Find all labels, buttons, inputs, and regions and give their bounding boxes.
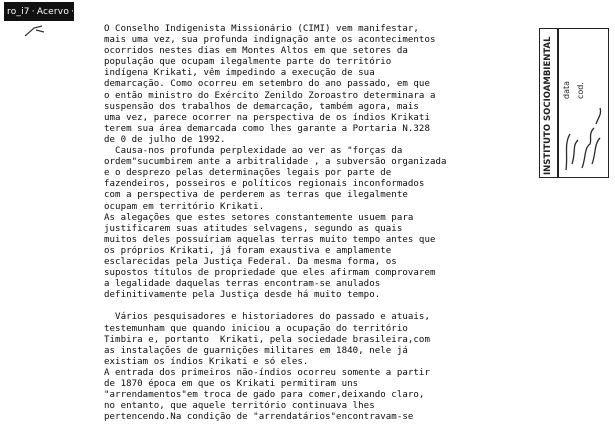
- body-text-line: indígena Krikati, vêm impedindo a execução de sua: [104, 68, 375, 79]
- body-text-line: Causa-nos profunda perplexidade ao ver as "forças da: [104, 146, 403, 157]
- body-text-line: muitos deles possuíriam aquelas terras muito tempo antes que: [104, 234, 436, 245]
- body-text-line: mais uma vez, sua profunda indignação ante os acontecimentos: [104, 35, 436, 46]
- document-body-text: [104, 24, 524, 423]
- body-text-line: população que ocupam ilegalmente parte do território: [104, 57, 392, 68]
- body-text-line: ocorridos nestes dias em Montes Altos em que setores da: [104, 46, 408, 57]
- doc-code: ro_i7: [7, 6, 30, 17]
- body-text-line: com a perspectiva de perderem as terras que ilegalmente: [104, 190, 408, 201]
- body-text-line: justificarem suas atitudes selvagens, segundo as quais: [104, 223, 403, 234]
- body-text-line: existiam os índios Krikati e só eles.: [104, 356, 309, 367]
- logo-separator: ·: [31, 6, 35, 17]
- body-text-line: terem sua área demarcada como lhes garante a Portaria N.328: [104, 123, 430, 134]
- body-text-line: os próprios Krikati, já foram exaustiva e amplamente: [104, 245, 392, 256]
- body-text-line: definitivamente pela Justiça desde há muito tempo.: [104, 290, 381, 301]
- body-text-line: de 0 de julho de 1992.: [104, 134, 226, 145]
- body-text-line: a legalidade daquelas terras encontram-se anulados: [104, 279, 381, 290]
- body-text-line: no entanto, que aquele território continuava lhes: [104, 401, 375, 412]
- body-text-line: A entrada dos primeiros não-índios ocorreu somente a partir: [104, 367, 430, 378]
- body-text-line: demarcação. Como ocorreu em setembro do ano passado, em que: [104, 79, 430, 90]
- body-text-line: esclarecidas pela Justiça Federal. Da mesma forma, os: [104, 256, 397, 267]
- body-text-line: Timbira e, portanto Krikati, pela sociedade brasileira,com: [104, 334, 430, 345]
- logo-word-acervo: Acervo: [36, 6, 70, 17]
- institution-archive-stamp: [539, 28, 609, 178]
- body-text-line: supostos títulos de propriedade que eles afirmam comprovarem: [104, 268, 436, 279]
- body-text-line: suspensão dos trabalhos de demarcação, também agora, mais: [104, 101, 419, 112]
- stamp-data-label: data: [562, 80, 571, 99]
- stamp-institution-name: INSTITUTO SOCIOAMBIENTAL: [543, 36, 553, 175]
- body-text-line: "arrendamentos"em troca de gado para comer,deixando claro,: [104, 390, 425, 401]
- handwritten-mark-icon: [24, 24, 46, 38]
- logo-word-isa: ISA: [76, 6, 94, 17]
- body-text-line: pertencendo.Na condição de "arrendatários"encontravam-se: [104, 412, 414, 423]
- stamp-cod-label: cod.: [576, 82, 585, 99]
- body-text-line: ocupam em território Krikati.: [104, 201, 265, 212]
- body-text-line: fazendeiros, posseiros e políticos regionais inconformados: [104, 179, 425, 190]
- body-text-line: de 1870 época em que os Krikati permitiram uns: [104, 379, 359, 389]
- body-text-line: ordem"sucumbirem ante a arbitralidade , a subversão organizada: [104, 157, 447, 168]
- logo-separator: ·: [71, 6, 75, 17]
- body-text-line: O Conselho Indigenista Missionário (CIMI) vem manifestar,: [104, 24, 419, 34]
- body-text-line: e o desprezo pelas determinações legais por parte de: [104, 168, 392, 179]
- body-text-line: as instalações de guarnições militares em 1840, nele já: [104, 345, 408, 356]
- body-text-line: uma vez, parece ocorrer na perspectiva de os índios Krikati: [104, 112, 430, 123]
- stamp-divider: [557, 29, 559, 177]
- handwritten-stamp-entry-icon: [562, 104, 606, 174]
- body-text-line: [104, 301, 524, 312]
- acervo-isa-logo: [4, 2, 94, 21]
- body-text-line: As alegações que estes setores constantemente usuem para: [104, 212, 414, 223]
- body-text-line: Vários pesquisadores e historiadores do passado e atuais,: [104, 312, 430, 323]
- body-text-line: o então ministro do Exército Zenildo Zoroastro determinara a: [104, 90, 436, 101]
- body-text-line: testemunham que quando iniciou a ocupação do território: [104, 323, 408, 334]
